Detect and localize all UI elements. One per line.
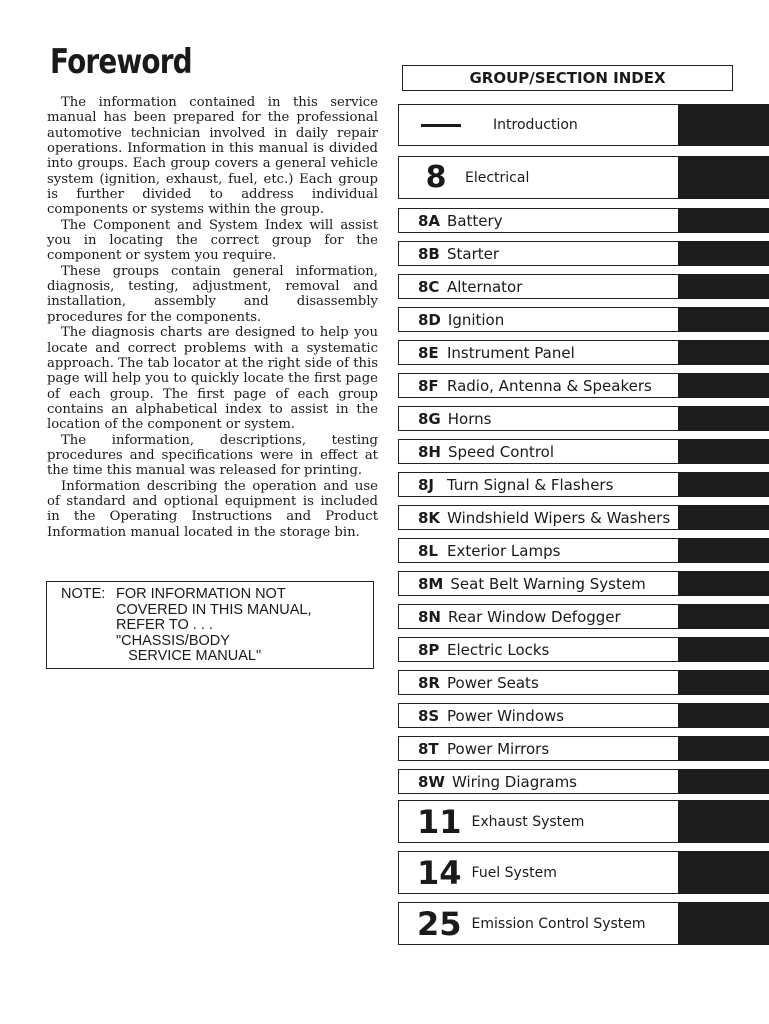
foreword-paragraph: The Component and System Index will assist you in locating the correct group for the component or system you require.: [47, 217, 378, 264]
tab-marker[interactable]: [678, 104, 769, 146]
tab-marker[interactable]: [678, 340, 769, 365]
index-entry[interactable]: [398, 769, 769, 794]
index-entry-code: 8: [425, 160, 447, 195]
index-entry-code: 8J: [418, 475, 435, 494]
index-entry-name: Power Seats: [447, 673, 539, 692]
note-text: FOR INFORMATION NOT COVERED IN THIS MANUAL, REFER TO . . . "CHASSIS/BODY SERVICE MANUAL": [116, 586, 312, 664]
foreword-body: [47, 95, 378, 540]
index-entry-electrical[interactable]: [398, 156, 769, 199]
index-entry-code: 8D: [418, 310, 441, 329]
index-entry-name: Emission Control System: [471, 915, 646, 932]
tab-marker[interactable]: [678, 604, 769, 629]
tab-marker[interactable]: [678, 307, 769, 332]
note-label: NOTE:: [61, 586, 106, 602]
index-entry[interactable]: [398, 373, 769, 398]
index-entry[interactable]: [398, 472, 769, 497]
index-entry[interactable]: [398, 670, 769, 695]
index-entry-name: Speed Control: [448, 442, 555, 461]
index-entry-name: Introduction: [493, 117, 578, 133]
index-title: GROUP/SECTION INDEX: [402, 65, 733, 91]
index-entry[interactable]: [398, 439, 769, 464]
index-entry-code: 8T: [418, 739, 439, 758]
index-entry-code: 8C: [418, 277, 440, 296]
foreword-paragraph: The diagnosis charts are designed to help you locate and correct problems with a systematic approach. The tab locator at the right side of this page will help you to quickly locate the first page of each group. The first page of each group contains an alphabetical index to assist in the location of the component or system.: [47, 325, 378, 433]
index-entry-code: 8G: [418, 409, 441, 428]
foreword-paragraph: The information contained in this service manual has been prepared for the professional automotive technician involved in daily repair operations. Information in this manual is divided into groups. Each group covers a general vehicle system (ignition, exhaust, fuel, etc.) Each group is further divided to address individual components or systems within the group.: [47, 95, 378, 218]
index-entry-name: Ignition: [447, 310, 505, 329]
index-entry-name: Instrument Panel: [447, 343, 575, 362]
tab-marker[interactable]: [678, 769, 769, 794]
note-box: [46, 581, 374, 669]
tab-marker[interactable]: [678, 800, 769, 843]
index-entry-name: Alternator: [447, 277, 523, 296]
index-entry-code: 8P: [418, 640, 440, 659]
index-entry-code: 8S: [418, 706, 440, 725]
index-entry-name: Radio, Antenna & Speakers: [447, 376, 652, 395]
tab-marker[interactable]: [678, 538, 769, 563]
index-entry[interactable]: [398, 307, 769, 332]
index-entry[interactable]: [398, 637, 769, 662]
index-entry[interactable]: [398, 340, 769, 365]
index-entry[interactable]: [398, 406, 769, 431]
index-entry[interactable]: [398, 505, 769, 530]
tab-marker[interactable]: [678, 851, 769, 894]
index-entry-name: Electric Locks: [447, 640, 550, 659]
index-entry[interactable]: [398, 538, 769, 563]
index-entry-code: 8B: [418, 244, 440, 263]
tab-marker[interactable]: [678, 902, 769, 945]
tab-marker[interactable]: [678, 439, 769, 464]
tab-marker[interactable]: [678, 274, 769, 299]
index-entry-code: 8L: [418, 541, 438, 560]
index-entry[interactable]: [398, 703, 769, 728]
index-entry-code: 8E: [418, 343, 439, 362]
tab-marker[interactable]: [678, 736, 769, 761]
index-entry-name: Fuel System: [471, 864, 557, 881]
index-entry-name: Rear Window Defogger: [448, 607, 621, 626]
index-entry-group[interactable]: [398, 851, 769, 894]
index-entry-introduction[interactable]: [398, 104, 769, 146]
index-entry-name: Turn Signal & Flashers: [447, 475, 614, 494]
dash-icon: [421, 124, 461, 127]
index-entry-code: 8R: [418, 673, 440, 692]
tab-marker[interactable]: [678, 505, 769, 530]
index-entry-group[interactable]: [398, 800, 769, 843]
index-entry[interactable]: [398, 208, 769, 233]
index-entry-code: 8K: [418, 508, 441, 527]
tab-marker[interactable]: [678, 373, 769, 398]
index-entry-name: Horns: [447, 409, 492, 428]
index-entry-name: Starter: [447, 244, 500, 263]
index-entry-group[interactable]: [398, 902, 769, 945]
index-entry-name: Windshield Wipers & Washers: [447, 508, 671, 527]
tab-marker[interactable]: [678, 472, 769, 497]
tab-marker[interactable]: [678, 571, 769, 596]
foreword-paragraph: These groups contain general information, diagnosis, testing, adjustment, removal and installation, assembly and disassembly procedures for the components.: [47, 263, 378, 325]
index-entry[interactable]: [398, 241, 769, 266]
index-entry-code: 8M: [418, 574, 444, 593]
index-entry-name: Power Windows: [447, 706, 565, 725]
foreword-paragraph: The information, descriptions, testing procedures and specifications were in effect at the time this manual was released for printing.: [47, 432, 378, 479]
index-entry-code: 8H: [418, 442, 441, 461]
index-entry-code: 11: [417, 802, 462, 841]
index-entry-name: Battery: [447, 211, 503, 230]
index-entry-code: 8A: [418, 211, 441, 230]
index-entry-name: Exhaust System: [471, 813, 585, 830]
index-entry-name: Exterior Lamps: [447, 541, 561, 560]
index-entry-name: Power Mirrors: [447, 739, 550, 758]
index-entry[interactable]: [398, 571, 769, 596]
foreword-paragraph: Information describing the operation and use of standard and optional equipment is included in the Operating Instructions and Product Information manual located in the storage bin.: [47, 478, 378, 540]
index-entry-code: 8W: [418, 772, 445, 791]
page-title: Foreword: [50, 42, 192, 82]
index-entry[interactable]: [398, 736, 769, 761]
index-entry-name: Seat Belt Warning System: [450, 574, 646, 593]
index-entry-code: 8F: [418, 376, 439, 395]
tab-marker[interactable]: [678, 703, 769, 728]
tab-marker[interactable]: [678, 208, 769, 233]
index-entry-name: Wiring Diagrams: [451, 772, 578, 791]
tab-marker[interactable]: [678, 156, 769, 199]
index-entry-code: 25: [417, 904, 462, 943]
tab-marker[interactable]: [678, 670, 769, 695]
tab-marker[interactable]: [678, 241, 769, 266]
index-entry-name: Electrical: [465, 169, 530, 186]
tab-marker[interactable]: [678, 406, 769, 431]
index-entry-code: 8N: [418, 607, 441, 626]
index-entry[interactable]: [398, 604, 769, 629]
index-entry[interactable]: [398, 274, 769, 299]
index-entry-code: 14: [417, 853, 462, 892]
tab-marker[interactable]: [678, 637, 769, 662]
